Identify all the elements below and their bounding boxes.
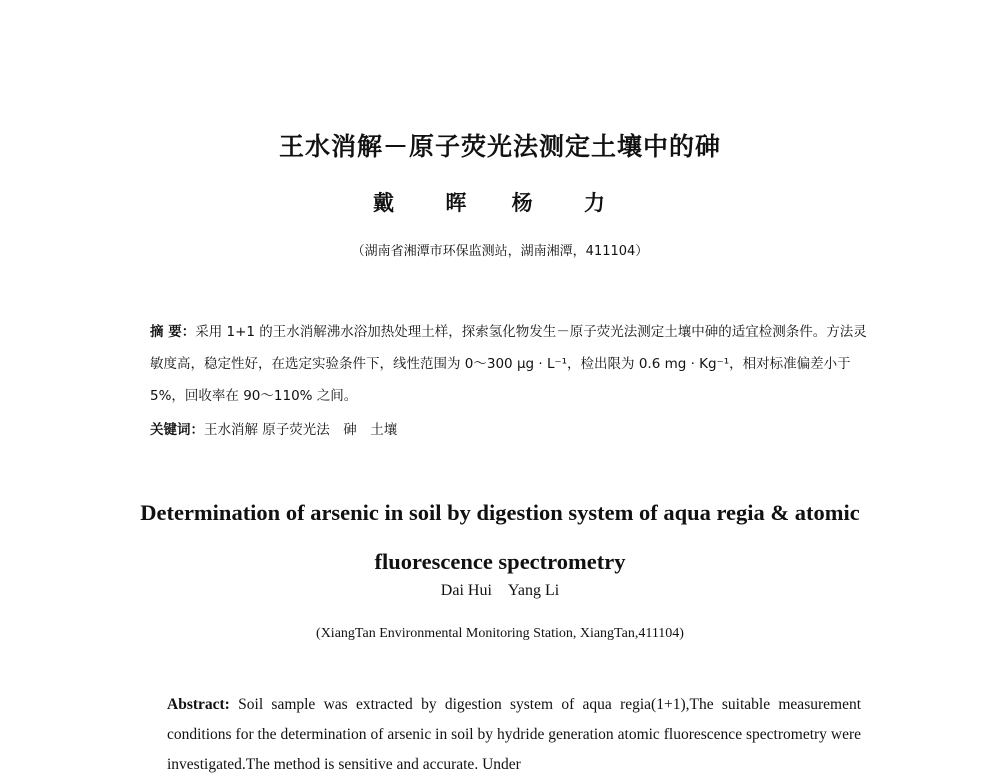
author-2-en: Yang Li [507, 582, 560, 599]
chinese-affiliation: （湖南省湘潭市环保监测站，湖南湘潭，411104） [351, 244, 649, 259]
chinese-title: 王水消解－原子荧光法测定土壤中的砷 [278, 132, 721, 161]
author-1-en: Dai Hui [440, 582, 492, 599]
english-abstract-text: Soil sample was extracted by digestion system of aqua regia(1+1),The suitable measurement conditions for the determination of arsenic in soil by hydride generation atomic fluorescence spectrometry were investigated.The method is sensitive and accurate. Under [167, 696, 862, 773]
english-authors [0, 582, 1000, 600]
chinese-keywords-text: 王水消解 原子荧光法 砷 土壤 [204, 422, 398, 438]
chinese-keywords-label: 关键词： [150, 422, 204, 438]
author-2-cn: 杨 力 [511, 191, 627, 215]
chinese-abstract [150, 316, 870, 412]
english-affiliation: (XiangTan Environmental Monitoring Station, XiangTan,411104) [316, 626, 684, 641]
english-title: Determination of arsenic in soil by digestion system of aqua regia & atomic fluorescence spectrometry [140, 500, 860, 574]
chinese-keywords [150, 418, 870, 438]
author-1-cn: 戴 晖 [373, 191, 489, 215]
english-abstract [167, 690, 861, 780]
chinese-authors [0, 187, 1000, 217]
chinese-abstract-text: 采用 1+1 的王水消解沸水浴加热处理土样，探索氢化物发生－原子荧光法测定土壤中砷的适宜检测条件。方法灵敏度高，稳定性好，在选定实验条件下，线性范围为 0～300 μg · L⁻¹，检出限为 0.6 mg · Kg⁻¹，相对标准偏差小于 5%，回收率在 90～110% 之间。 [150, 324, 867, 404]
english-abstract-label: Abstract: [167, 696, 230, 713]
chinese-abstract-label: 摘 要： [150, 324, 196, 340]
